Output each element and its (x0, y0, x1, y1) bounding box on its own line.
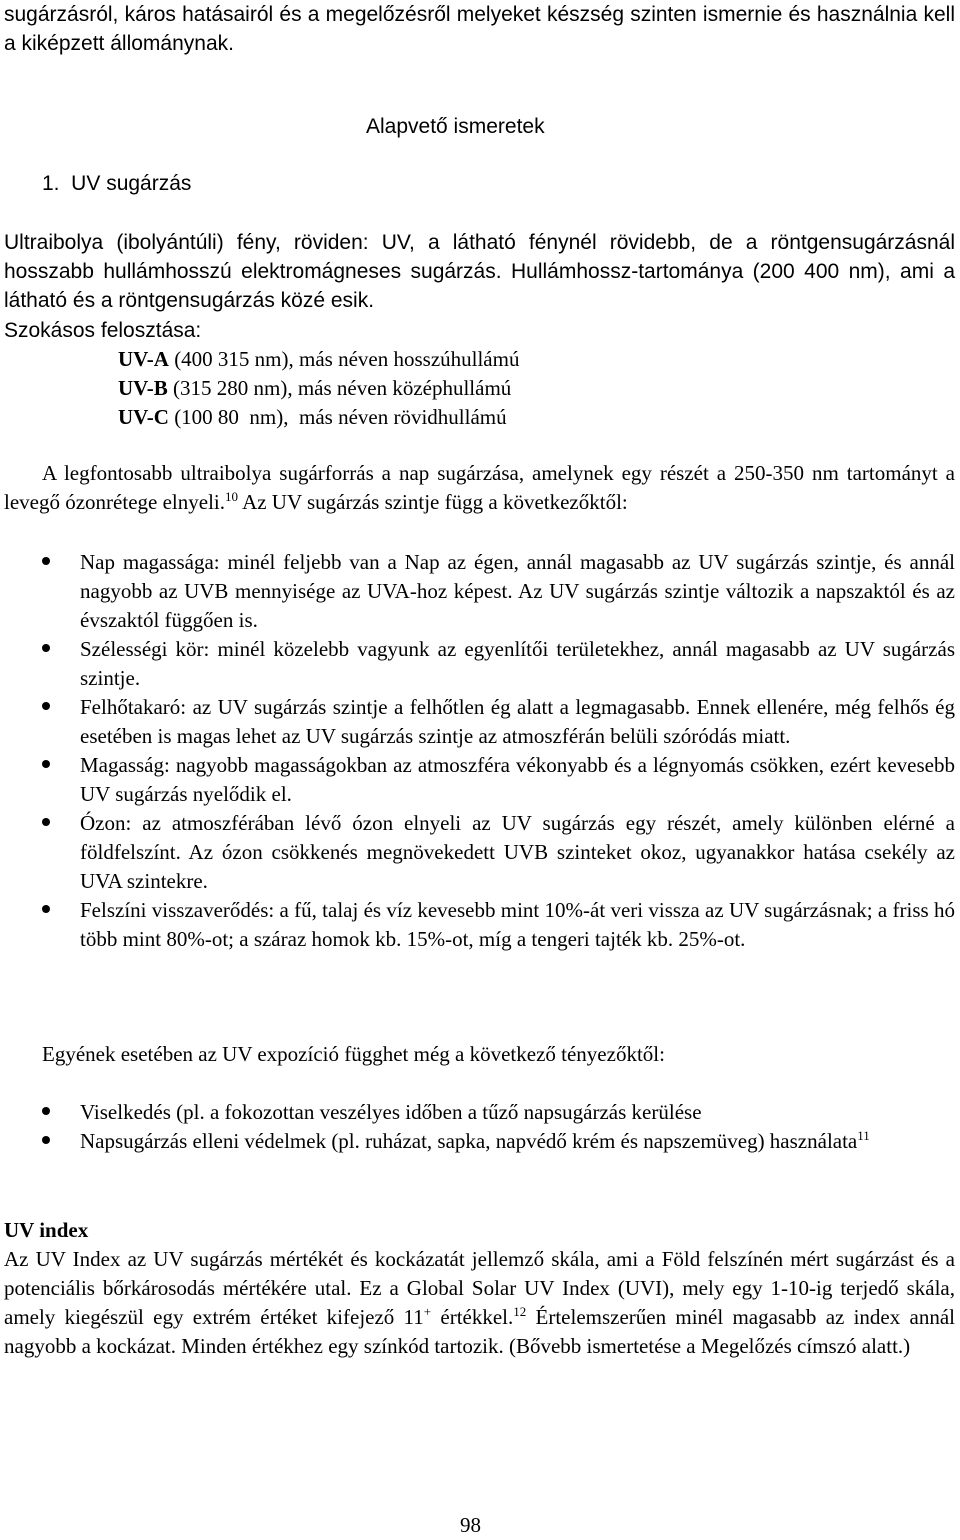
exposure-item (0, 1127, 955, 1156)
uv-index-paragraph (4, 1245, 955, 1361)
section-heading-basics: Alapvető ismeretek (366, 115, 545, 138)
section-heading-uv: 1. UV sugárzás (42, 172, 192, 195)
uv-type-name: UV-A (118, 347, 169, 371)
factor-text: Nap magassága: minél feljebb van a Nap az égen, annál magasabb az UV sugárzás szintje, és annál nagyobb az UVB mennyisége az UVA-hoz képest. Az UV sugárzás szintje változik a napszaktól és az évszaktól függően is. (80, 550, 955, 632)
bullet-icon (42, 760, 50, 768)
uv-type-item (118, 403, 519, 432)
factor-text: Ózon: az atmoszférában lévő ózon elnyeli az UV sugárzás egy részét, amely különben elérné a földfelszínt. Az ózon csökkenés megnövekedett UVB szinteket okoz, ugyanakkor hatása csekély az UVA szintekre. (80, 811, 955, 893)
classification-label: Szokásos felosztása: (4, 319, 202, 342)
bullet-icon (42, 1136, 50, 1144)
bullet-icon (42, 557, 50, 565)
uv-index-text: Értelemszerűen minél magasabb az index annál nagyobb a kockázat. Minden értékhez egy színkód tartozik. (Bővebb ismertetése a Megelőzés címszó alatt.) (4, 1305, 955, 1358)
bullet-icon (42, 644, 50, 652)
factor-text: Szélességi kör: minél közelebb vagyunk az egyenlítői területekhez, annál magasabb az UV sugárzás szintje. (80, 637, 955, 690)
uv-type-item (118, 374, 519, 403)
exposure-text: Napsugárzás elleni védelmek (pl. ruházat, sapka, napvédő krém és napszemüveg) használata (80, 1129, 858, 1153)
exposure-item (0, 1098, 955, 1127)
uv-type-desc: (100 80 nm), más néven rövidhullámú (168, 405, 507, 429)
footnote-ref: 12 (513, 1304, 527, 1319)
factor-item (0, 751, 955, 809)
uv-index-heading: UV index (4, 1218, 89, 1242)
uv-type-list (118, 345, 519, 432)
factor-item (0, 548, 955, 635)
bullet-icon (42, 1107, 50, 1115)
bullet-icon (42, 702, 50, 710)
source-text: A legfontosabb ultraibolya sugárforrás a nap sugárzása, amelynek egy részét a 250-350 nm tartományt a levegő ózonrétege elnyeli. (4, 461, 955, 514)
uv-factor-list (0, 548, 955, 954)
factor-item (0, 896, 955, 954)
factor-item (0, 809, 955, 896)
uv-type-desc: (400 315 nm), más néven hosszúhullámú (168, 347, 520, 371)
uv-type-desc: (315 280 nm), más néven középhullámú (167, 376, 512, 400)
factor-text: Felhőtakaró: az UV sugárzás szintje a felhőtlen ég alatt a legmagasabb. Ennek ellenére, még felhős ég esetében is magas lehet az UV sugárzás szintje az atmoszférán belüli szóródás miatt. (80, 695, 955, 748)
uv-type-name: UV-C (118, 405, 169, 429)
uv-definition-paragraph: Ultraibolya (ibolyántúli) fény, röviden: UV, a látható fénynél rövidebb, de a röntgensugárzásnál hosszabb hullámhosszú elektromágneses sugárzás. Hullámhossz-tartománya (200 400 nm), ami a látható és a röntgensugárzás közé esik. (4, 231, 955, 312)
factor-text: Magasság: nagyobb magasságokban az atmoszféra vékonyabb és a légnyomás csökken, ezért kevesebb UV sugárzás nyelődik el. (80, 753, 955, 806)
page-number: 98 (460, 1513, 481, 1537)
uv-index-text: értékkel. (431, 1305, 514, 1329)
factor-text: Felszíni visszaverődés: a fű, talaj és víz kevesebb mint 10%-át veri vissza az UV sugárzásnak; a friss hó több mint 80%-ot; a száraz homok kb. 15%-ot, míg a tengeri tajték kb. 25%-ot. (80, 898, 955, 951)
exposure-text: Viselkedés (pl. a fokozottan veszélyes időben a tűző napsugárzás kerülése (80, 1100, 702, 1124)
footnote-ref: 10 (224, 489, 238, 504)
uv-type-item (118, 345, 519, 374)
exposure-list (0, 1098, 955, 1156)
uv-index-text: Az UV Index az UV sugárzás mértékét és kockázatát jellemző skála, ami a Föld felszínén mért sugárzást és a potenciális bőrkárosodás mértékére utal. Ez a Global Solar UV Index (UVI), mely egy 1-10-ig terjedő skála, amely kiegészül egy extrém értéket kifejező 11 (4, 1247, 955, 1329)
uv-type-name: UV-B (118, 376, 168, 400)
bullet-icon (42, 818, 50, 826)
bullet-icon (42, 905, 50, 913)
intro-paragraph: sugárzásról, káros hatásairól és a megelőzésről melyeket készség szinten ismernie és használnia kell a kiképzett állománynak. (4, 3, 955, 55)
superscript-plus: + (423, 1304, 432, 1319)
factor-item (0, 693, 955, 751)
source-paragraph (4, 459, 955, 517)
footnote-ref: 11 (857, 1128, 870, 1143)
exposure-intro: Egyének esetében az UV expozíció függhet még a következő tényezőktől: (42, 1042, 665, 1066)
source-tail: Az UV sugárzás szintje függ a következőktől: (237, 490, 628, 514)
factor-item (0, 635, 955, 693)
